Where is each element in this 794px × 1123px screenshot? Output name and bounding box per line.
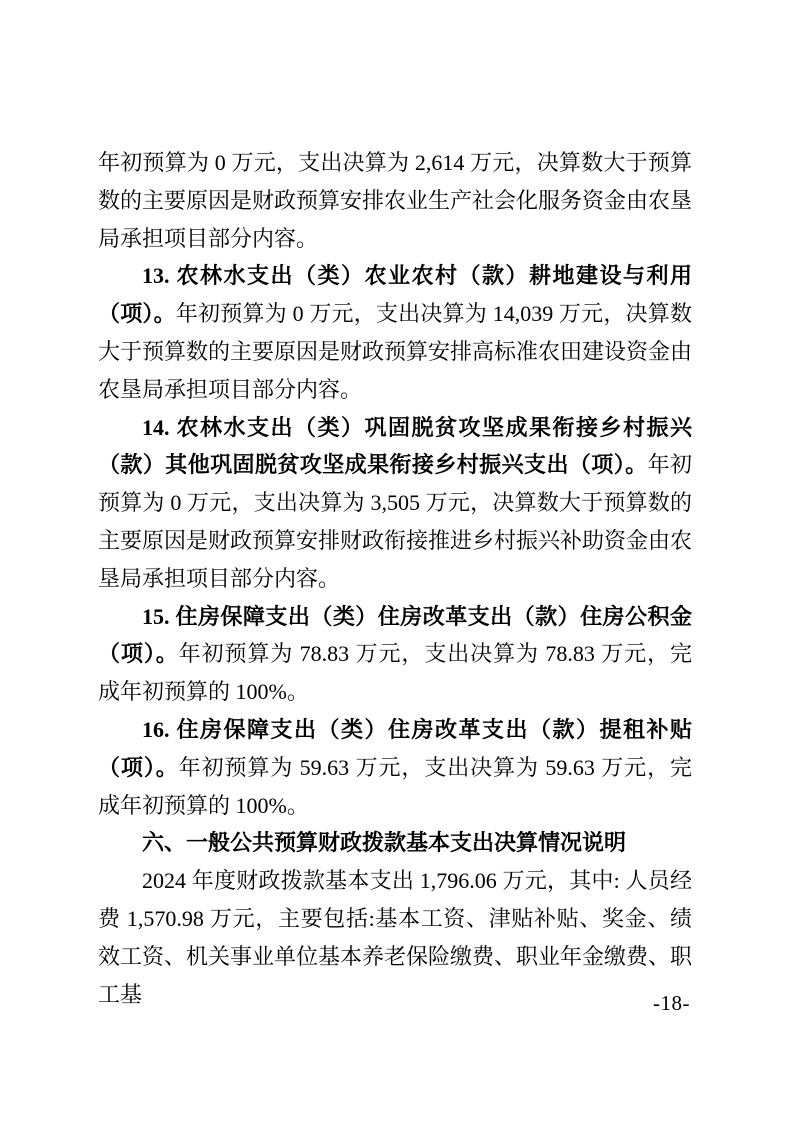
item-15-heading: 15. 住房保障支出（类）住房改革支出（款）住房公积金（项）。: [98, 603, 692, 667]
page-number: -18-: [653, 991, 690, 1015]
item-13-text: 年初预算为 0 万元，支出决算为 14,039 万元，决算数大于预算数的主要原因是财政预算安排高标准农田建设资金由农垦局承担项目部分内容。: [98, 301, 693, 402]
paragraph-item-16: [98, 711, 692, 824]
section-heading-six: [98, 824, 692, 862]
item-16-text: 年初预算为 59.63 万元，支出决算为 59.63 万元，完成年初预算的 100%。: [98, 754, 692, 818]
document-body: [98, 144, 692, 1013]
paragraph-continuation-text: 年初预算为 0 万元，支出决算为 2,614 万元，决算数大于预算数的主要原因是财政预算安排农业生产社会化服务资金由农垦局承担项目部分内容。: [98, 150, 693, 251]
item-14-heading: 14. 农林水支出（类）巩固脱贫攻坚成果衔接乡村振兴（款）其他巩固脱贫攻坚成果衔接乡村振兴支出（项）。: [98, 414, 692, 478]
paragraph-item-15: [98, 598, 692, 711]
section-heading-six-text: 六、一般公共预算财政拨款基本支出决算情况说明: [142, 830, 627, 856]
paragraph-basic-expense-text: 2024 年度财政拨款基本支出 1,796.06 万元，其中: 人员经费 1,570.98 万元，主要包括:基本工资、津贴补贴、奖金、绩效工资、机关事业单位基本养老保险缴费、职业年金缴费、职工基: [98, 868, 693, 1007]
paragraph-item-14: [98, 409, 692, 598]
item-14-text: 年初预算为 0 万元，支出决算为 3,505 万元，决算数大于预算数的主要原因是财政预算安排财政衔接推进乡村振兴补助资金由农垦局承担项目部分内容。: [98, 452, 693, 591]
item-13-heading: 13. 农林水支出（类）农业农村（款）耕地建设与利用（项）。: [98, 263, 692, 327]
paragraph-continuation: [98, 144, 692, 257]
paragraph-item-13: [98, 257, 692, 408]
item-16-heading: 16. 住房保障支出（类）住房改革支出（款）提租补贴（项）。: [98, 716, 692, 780]
item-15-text: 年初预算为 78.83 万元，支出决算为 78.83 万元，完成年初预算的 100%。: [98, 641, 692, 705]
paragraph-basic-expense: [98, 862, 692, 1013]
